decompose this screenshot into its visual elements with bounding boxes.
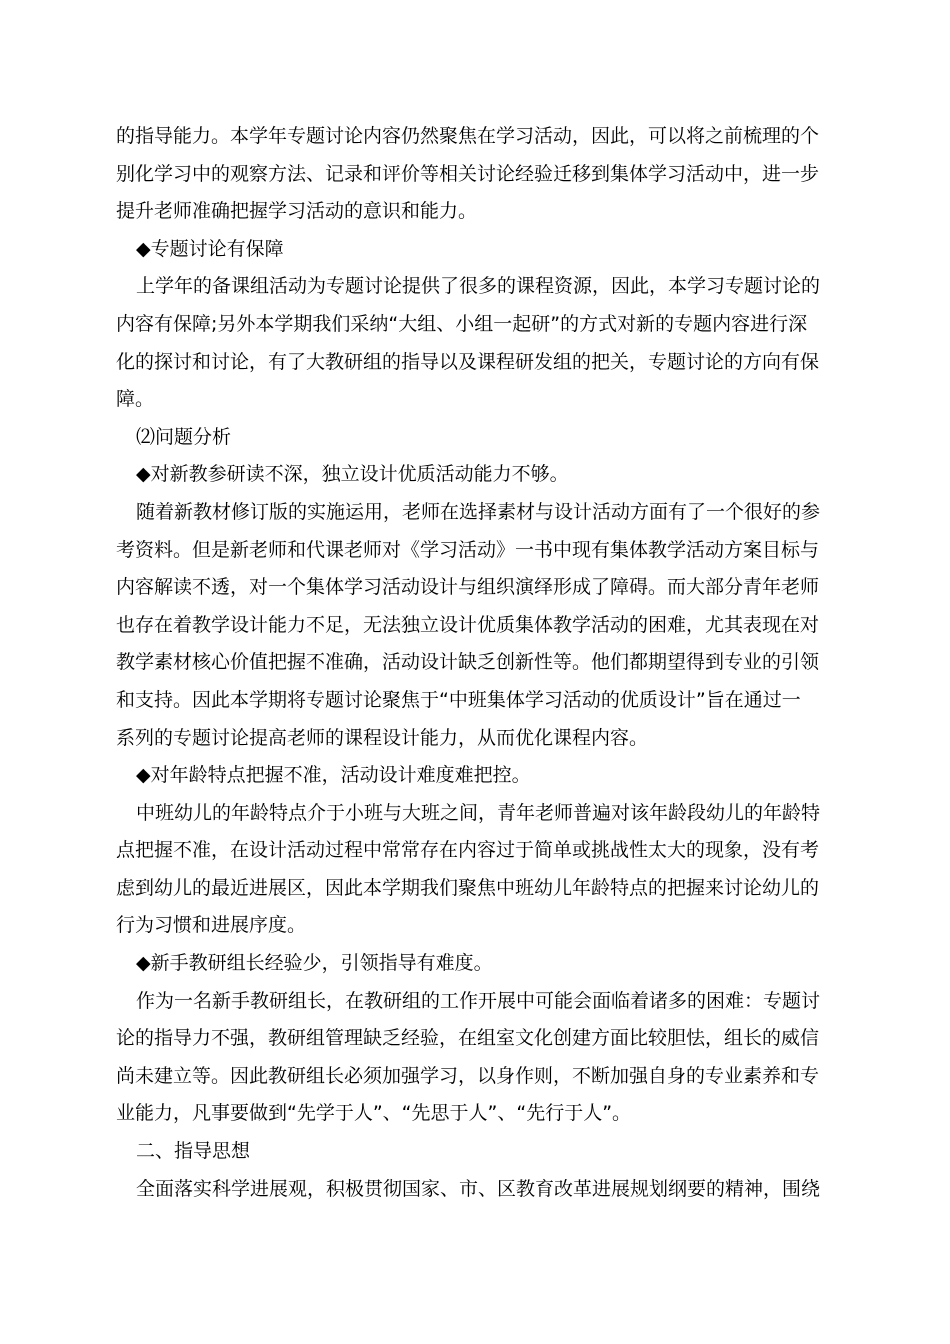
section-heading: ◆对新教参研读不深，独立设计优质活动能力不够。	[136, 463, 569, 486]
text-line: 业能力，凡事要做到“先学于人”、“先思于人”、“先行于人”。	[116, 1102, 632, 1125]
section-heading: ◆专题讨论有保障	[136, 237, 284, 260]
text-line: 尚未建立等。因此教研组长必须加强学习，以身作则，不断加强自身的专业素养和专	[116, 1064, 820, 1087]
text-line: 虑到幼儿的最近进展区，因此本学期我们聚焦中班幼儿年龄特点的把握来讨论幼儿的	[116, 876, 820, 899]
text-line: 点把握不准，在设计活动过程中常常存在内容过于简单或挑战性太大的现象，没有考	[116, 839, 820, 862]
text-line: 教学素材核心价值把握不准确，活动设计缺乏创新性等。他们都期望得到专业的引领	[116, 651, 820, 674]
text-line: 障。	[116, 388, 155, 411]
text-line: 也存在着教学设计能力不足，无法独立设计优质集体教学活动的困难，尤其表现在对	[116, 613, 820, 636]
text-line: 化的探讨和讨论，有了大教研组的指导以及课程研发组的把关，专题讨论的方向有保	[116, 350, 820, 373]
document-body	[116, 118, 836, 1208]
text-line: 的指导能力。本学年专题讨论内容仍然聚焦在学习活动，因此，可以将之前梳理的个	[116, 125, 820, 147]
text-line: 行为习惯和进展序度。	[116, 914, 307, 937]
text-line: 别化学习中的观察方法、记录和评价等相关讨论经验迁移到集体学习活动中，进一步	[116, 162, 820, 185]
section-heading: ⑵问题分析	[136, 425, 232, 448]
text-line: 上学年的备课组活动为专题讨论提供了很多的课程资源，因此，本学习专题讨论的	[136, 275, 821, 298]
text-line: 考资料。但是新老师和代课老师对《学习活动》一书中现有集体教学活动方案目标与	[116, 538, 820, 561]
text-line: 和支持。因此本学期将专题讨论聚焦于“中班集体学习活动的优质设计”旨在通过一	[116, 688, 801, 711]
text-line: 中班幼儿的年龄特点介于小班与大班之间，青年老师普遍对该年龄段幼儿的年龄特	[136, 801, 821, 824]
text-line: 随着新教材修订版的实施运用，老师在选择素材与设计活动方面有了一个很好的参	[136, 500, 821, 523]
text-line: 系列的专题讨论提高老师的课程设计能力，从而优化课程内容。	[116, 726, 649, 749]
text-line: 全面落实科学进展观，积极贯彻国家、市、区教育改革进展规划纲要的精神，围绕	[136, 1177, 821, 1200]
section-heading: 二、指导思想	[136, 1140, 251, 1163]
section-heading: ◆新手教研组长经验少，引领指导有难度。	[136, 952, 493, 975]
text-line: 内容解读不透，对一个集体学习活动设计与组织演绎形成了障碍。而大部分青年老师	[116, 576, 820, 599]
section-heading: ◆对年龄特点把握不准，活动设计难度难把控。	[136, 764, 531, 787]
text-line: 论的指导力不强，教研组管理缺乏经验，在组室文化创建方面比较胆怯，组长的威信	[116, 1027, 820, 1050]
text-line: 提升老师准确把握学习活动的意识和能力。	[116, 200, 478, 223]
text-line: 作为一名新手教研组长，在教研组的工作开展中可能会面临着诸多的困难：专题讨	[136, 989, 821, 1012]
text-line: 内容有保障;另外本学期我们采纳“大组、小组一起研”的方式对新的专题内容进行深	[116, 312, 808, 335]
